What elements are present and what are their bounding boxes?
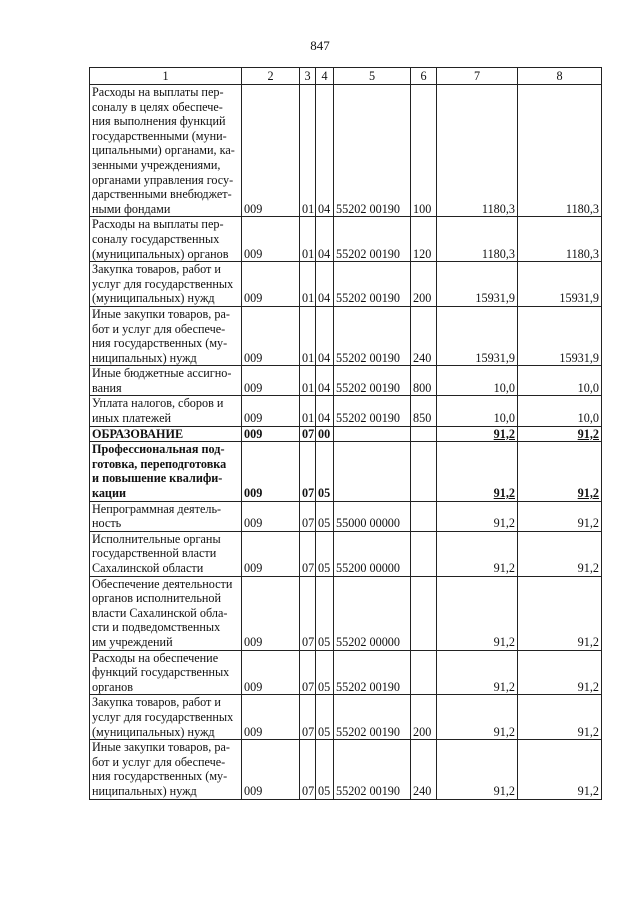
row-name: Непрограммная деятель- ность bbox=[90, 501, 242, 531]
subsection-code: 05 bbox=[316, 501, 334, 531]
subsection-code: 05 bbox=[316, 695, 334, 740]
header-col-2: 2 bbox=[242, 68, 300, 85]
amount-col-8: 91,2 bbox=[518, 576, 602, 650]
table-row bbox=[90, 396, 602, 426]
expense-type-code: 200 bbox=[411, 262, 437, 307]
amount-col-8: 91,2 bbox=[518, 501, 602, 531]
target-code: 55202 00190 bbox=[334, 366, 411, 396]
subsection-code: 04 bbox=[316, 217, 334, 262]
amount-col-8: 91,2 bbox=[518, 695, 602, 740]
subsection-code: 00 bbox=[316, 426, 334, 442]
header-col-5: 5 bbox=[334, 68, 411, 85]
target-code: 55202 00190 bbox=[334, 695, 411, 740]
ministry-code: 009 bbox=[242, 426, 300, 442]
section-code: 07 bbox=[300, 740, 316, 799]
target-code: 55202 00190 bbox=[334, 740, 411, 799]
target-code bbox=[334, 426, 411, 442]
amount-col-7: 15931,9 bbox=[437, 306, 518, 365]
amount-col-7: 91,2 bbox=[437, 576, 518, 650]
target-code bbox=[334, 442, 411, 501]
expense-type-code: 800 bbox=[411, 366, 437, 396]
amount-col-8: 10,0 bbox=[518, 396, 602, 426]
expense-type-code bbox=[411, 501, 437, 531]
target-code: 55202 00000 bbox=[334, 576, 411, 650]
subsection-code: 05 bbox=[316, 740, 334, 799]
subsection-code: 04 bbox=[316, 262, 334, 307]
table-row bbox=[90, 650, 602, 695]
subsection-code: 05 bbox=[316, 650, 334, 695]
amount-col-7: 91,2 bbox=[437, 695, 518, 740]
expense-type-code bbox=[411, 442, 437, 501]
table-row bbox=[90, 366, 602, 396]
expense-type-code: 200 bbox=[411, 695, 437, 740]
subsection-code: 04 bbox=[316, 85, 334, 217]
ministry-code: 009 bbox=[242, 740, 300, 799]
row-name: Уплата налогов, сборов и иных платежей bbox=[90, 396, 242, 426]
amount-col-7: 1180,3 bbox=[437, 217, 518, 262]
table-row bbox=[90, 426, 602, 442]
amount-col-7: 91,2 bbox=[437, 740, 518, 799]
amount-col-7: 1180,3 bbox=[437, 85, 518, 217]
subsection-code: 04 bbox=[316, 366, 334, 396]
row-name: Иные закупки товаров, ра- бот и услуг для обеспече- ния государственных (му- ниципальных) нужд bbox=[90, 740, 242, 799]
ministry-code: 009 bbox=[242, 85, 300, 217]
table-row bbox=[90, 501, 602, 531]
ministry-code: 009 bbox=[242, 501, 300, 531]
amount-col-8: 91,2 bbox=[518, 531, 602, 576]
table-row bbox=[90, 576, 602, 650]
amount-col-8: 15931,9 bbox=[518, 306, 602, 365]
row-name: Расходы на выплаты пер- соналу в целях обеспече- ния выполнения функций государственными (муни- ципальными) органами, ка- зенными учреждениями, органами управления госу- дарственными внебюджет- ными фондами bbox=[90, 85, 242, 217]
table-row bbox=[90, 531, 602, 576]
amount-col-7: 10,0 bbox=[437, 366, 518, 396]
expense-type-code: 240 bbox=[411, 306, 437, 365]
target-code: 55202 00190 bbox=[334, 396, 411, 426]
ministry-code: 009 bbox=[242, 442, 300, 501]
subsection-code: 04 bbox=[316, 306, 334, 365]
target-code: 55202 00190 bbox=[334, 262, 411, 307]
expense-type-code bbox=[411, 576, 437, 650]
row-name: Закупка товаров, работ и услуг для государственных (муниципальных) нужд bbox=[90, 262, 242, 307]
expense-type-code bbox=[411, 531, 437, 576]
header-col-8: 8 bbox=[518, 68, 602, 85]
ministry-code: 009 bbox=[242, 366, 300, 396]
expense-type-code: 120 bbox=[411, 217, 437, 262]
amount-col-8: 10,0 bbox=[518, 366, 602, 396]
target-code: 55000 00000 bbox=[334, 501, 411, 531]
budget-table bbox=[89, 67, 602, 800]
header-col-6: 6 bbox=[411, 68, 437, 85]
header-row bbox=[90, 68, 602, 85]
header-col-1: 1 bbox=[90, 68, 242, 85]
section-code: 07 bbox=[300, 426, 316, 442]
expense-type-code: 850 bbox=[411, 396, 437, 426]
table-row bbox=[90, 217, 602, 262]
section-code: 07 bbox=[300, 650, 316, 695]
header-col-7: 7 bbox=[437, 68, 518, 85]
target-code: 55202 00190 bbox=[334, 85, 411, 217]
header-col-4: 4 bbox=[316, 68, 334, 85]
row-name: Профессиональная под- готовка, переподготовка и повышение квалифи- кации bbox=[90, 442, 242, 501]
table-row bbox=[90, 306, 602, 365]
ministry-code: 009 bbox=[242, 695, 300, 740]
row-name: Иные закупки товаров, ра- бот и услуг для обеспече- ния государственных (му- ниципальных) нужд bbox=[90, 306, 242, 365]
subsection-code: 05 bbox=[316, 576, 334, 650]
page-number: 847 bbox=[310, 38, 330, 53]
section-code: 07 bbox=[300, 442, 316, 501]
ministry-code: 009 bbox=[242, 306, 300, 365]
target-code: 55202 00190 bbox=[334, 217, 411, 262]
subsection-code: 05 bbox=[316, 531, 334, 576]
expense-type-code bbox=[411, 426, 437, 442]
section-code: 07 bbox=[300, 576, 316, 650]
table-row bbox=[90, 695, 602, 740]
target-code: 55200 00000 bbox=[334, 531, 411, 576]
amount-col-7: 10,0 bbox=[437, 396, 518, 426]
section-code: 01 bbox=[300, 306, 316, 365]
table-row bbox=[90, 442, 602, 501]
expense-type-code: 100 bbox=[411, 85, 437, 217]
subsection-code: 05 bbox=[316, 442, 334, 501]
amount-col-8: 91,2 bbox=[518, 740, 602, 799]
section-code: 07 bbox=[300, 695, 316, 740]
section-code: 01 bbox=[300, 396, 316, 426]
table-row bbox=[90, 262, 602, 307]
section-code: 01 bbox=[300, 262, 316, 307]
row-name: Иные бюджетные ассигно- вания bbox=[90, 366, 242, 396]
ministry-code: 009 bbox=[242, 396, 300, 426]
ministry-code: 009 bbox=[242, 531, 300, 576]
row-name: Закупка товаров, работ и услуг для государственных (муниципальных) нужд bbox=[90, 695, 242, 740]
ministry-code: 009 bbox=[242, 576, 300, 650]
expense-type-code bbox=[411, 650, 437, 695]
row-name: ОБРАЗОВАНИЕ bbox=[90, 426, 242, 442]
header-col-3: 3 bbox=[300, 68, 316, 85]
table-row bbox=[90, 740, 602, 799]
amount-col-8: 91,2 bbox=[518, 426, 602, 442]
section-code: 07 bbox=[300, 531, 316, 576]
amount-col-8: 1180,3 bbox=[518, 85, 602, 217]
section-code: 07 bbox=[300, 501, 316, 531]
target-code: 55202 00190 bbox=[334, 650, 411, 695]
amount-col-7: 91,2 bbox=[437, 426, 518, 442]
amount-col-8: 15931,9 bbox=[518, 262, 602, 307]
amount-col-7: 91,2 bbox=[437, 501, 518, 531]
subsection-code: 04 bbox=[316, 396, 334, 426]
row-name: Расходы на обеспечение функций государственных органов bbox=[90, 650, 242, 695]
amount-col-7: 15931,9 bbox=[437, 262, 518, 307]
table-row bbox=[90, 85, 602, 217]
ministry-code: 009 bbox=[242, 262, 300, 307]
section-code: 01 bbox=[300, 217, 316, 262]
ministry-code: 009 bbox=[242, 650, 300, 695]
row-name: Исполнительные органы государственной власти Сахалинской области bbox=[90, 531, 242, 576]
section-code: 01 bbox=[300, 366, 316, 396]
amount-col-7: 91,2 bbox=[437, 531, 518, 576]
ministry-code: 009 bbox=[242, 217, 300, 262]
amount-col-7: 91,2 bbox=[437, 650, 518, 695]
row-name: Расходы на выплаты пер- соналу государственных (муниципальных) органов bbox=[90, 217, 242, 262]
target-code: 55202 00190 bbox=[334, 306, 411, 365]
amount-col-7: 91,2 bbox=[437, 442, 518, 501]
section-code: 01 bbox=[300, 85, 316, 217]
amount-col-8: 91,2 bbox=[518, 442, 602, 501]
amount-col-8: 91,2 bbox=[518, 650, 602, 695]
expense-type-code: 240 bbox=[411, 740, 437, 799]
row-name: Обеспечение деятельности органов исполнительной власти Сахалинской обла- сти и подведомственных им учреждений bbox=[90, 576, 242, 650]
amount-col-8: 1180,3 bbox=[518, 217, 602, 262]
